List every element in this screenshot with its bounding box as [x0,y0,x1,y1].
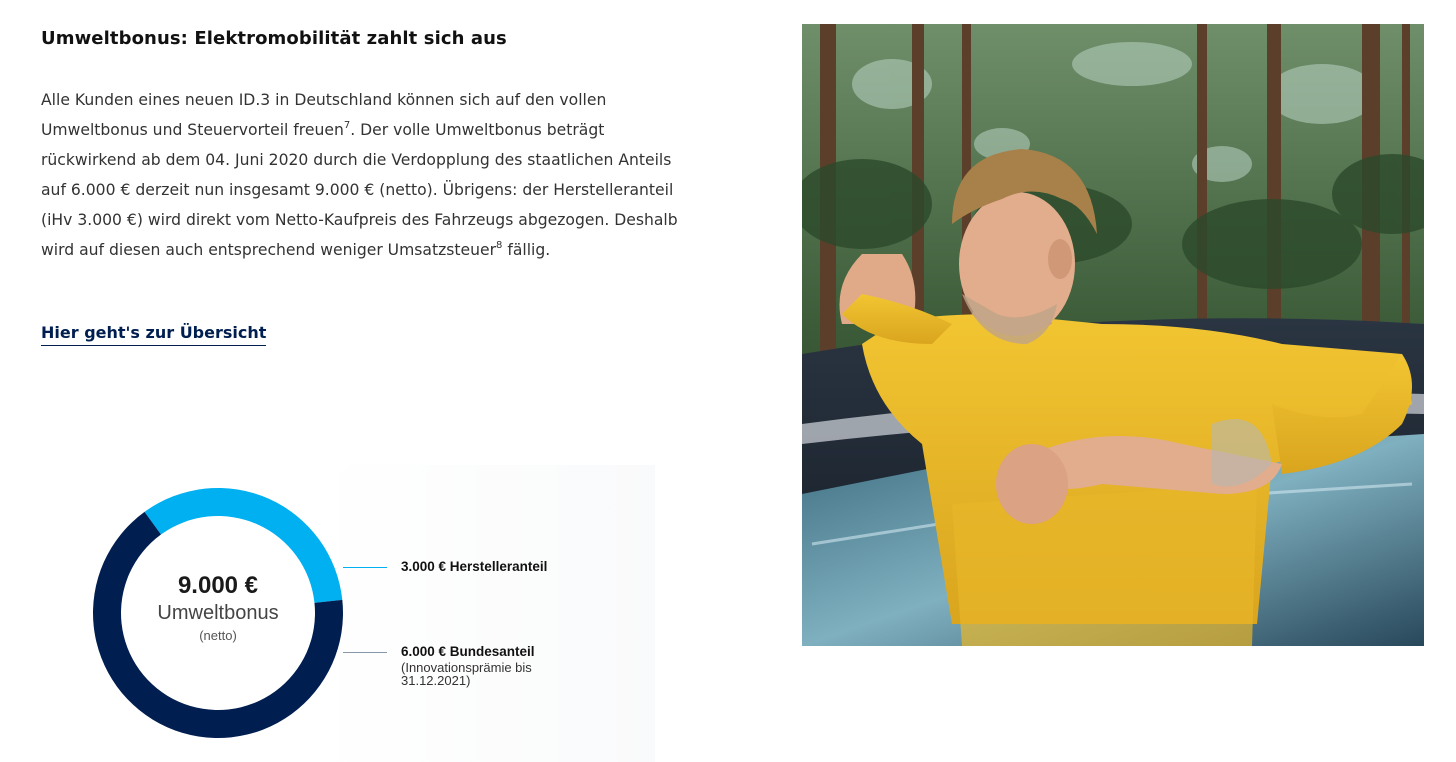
legend-label-manufacturer: 3.000 € Herstelleranteil [401,559,548,574]
overview-link[interactable]: Hier geht's zur Übersicht [41,323,266,346]
legend-line-manufacturer [343,567,387,568]
donut-center-label: Umweltbonus [157,602,279,624]
legend-label-federal: 6.000 € Bundesanteil [401,644,535,659]
donut-center-sub: (netto) [199,628,237,643]
paragraph-text-part2: . Der volle Umweltbonus beträgt rückwirkend ab dem 04. Juni 2020 durch die Verdopplung des staatlichen Anteils auf 6.000 € derzeit nun insgesamt 9.000 € (netto). Übrigens: der Herstelleranteil (iHv 3.000 €) wird direkt vom Netto-Kaufpreis des Fahrzeugs abgezogen. Deshalb wird auf diesen auch entsprechend weniger Umsatzsteuer [41,121,678,259]
paragraph-text-part3: fällig. [502,241,551,259]
photo-illustration [802,24,1424,646]
section-heading: Umweltbonus: Elektromobilität zahlt sich aus [41,28,507,49]
footnote-ref-8[interactable]: 8 [496,240,503,251]
footnote-ref-7[interactable]: 7 [343,120,351,131]
donut-center-amount: 9.000 € [177,572,259,599]
bonus-donut-chart [90,465,655,762]
legend-note-federal: (Innovationsprämie bis 31.12.2021) [401,660,532,688]
intro-paragraph [41,85,681,265]
legend-line-federal [343,652,387,653]
photo-man-leaning-on-car [802,24,1424,646]
paragraph-text-part1: Alle Kunden eines neuen ID.3 in Deutschland können sich auf den vollen Umweltbonus und Steuervorteil freuen [41,91,607,139]
